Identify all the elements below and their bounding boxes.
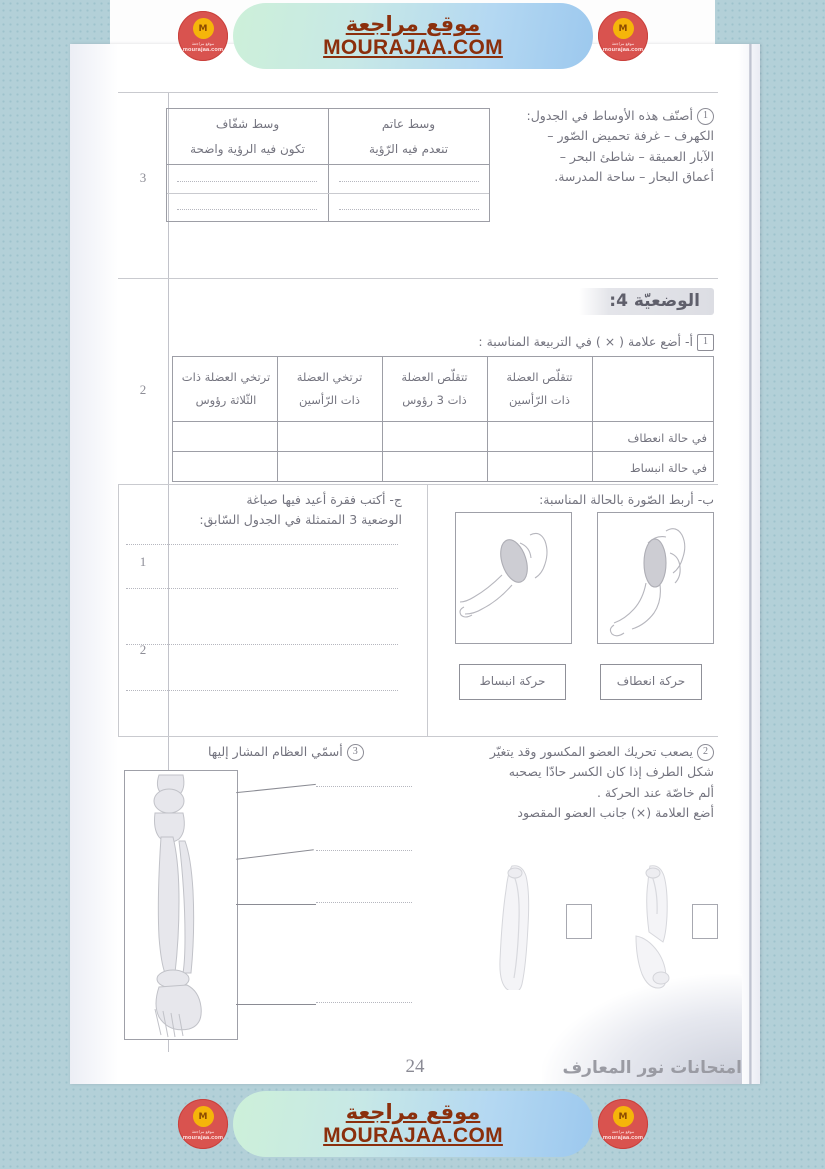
muscle-sketch-flexed-icon [598,513,713,643]
question-2b-prompt: ب- أربط الصّورة بالحالة المناسبة: [539,492,714,507]
question-1-items-line-3: أعماق البحار – ساحة المدرسة. [554,168,714,184]
question-1-number: 1 [697,108,714,125]
watermark-arabic-bottom: موقع مراجعة [345,1100,481,1125]
leg-label-line-4[interactable] [316,1002,412,1003]
tag-flexion-movement[interactable] [600,664,702,700]
watermark-banner-bottom [178,1091,648,1157]
watermark-logo-right-top[interactable] [598,11,648,61]
question-3-line-1: يصعب تحريك العضو المكسور وقد يتغيّر [489,744,693,759]
watermark-text-bottom [323,1101,503,1146]
bone-image-intact[interactable] [494,864,538,990]
question-1-prompt: أصنّف هذه الأوساط في الجدول: [526,108,693,123]
score-block-1: 3 [139,170,147,185]
question-2c-prompt [124,490,402,531]
muscle-header-biceps-relax-l2: ذات الرّأسين [299,393,360,407]
section-divider-3 [118,736,718,737]
muscle-row-label-extension: في حالة انبساط [630,460,707,475]
question-3-line-4: أضع العلامة (×) جانب العضو المقصود [517,804,714,820]
watermark-logo-caption-en-lt: mourajaa.com [182,46,224,53]
question-3-line-2: شكل الطرف إذا كان الكسر حادّا يصحبه [508,764,714,780]
environments-table-row-rule [167,193,489,194]
leg-pointer-1 [236,784,316,793]
muscle-table-header-rule [173,421,713,422]
question-3-block [424,742,714,823]
watermark-logo-caption-ar-lb: موقع مراجعة [191,1129,215,1135]
watermark-logo-left-bottom[interactable] [178,1099,228,1149]
question-4-prompt-row [208,742,418,762]
watermark-logo-right-bottom[interactable] [598,1099,648,1149]
bone-intact-icon [494,864,538,990]
section-divider-1 [118,278,718,279]
block3-column-split [427,484,428,736]
bone-image-fractured[interactable] [628,864,676,990]
watermark-logo-caption-left-top [183,41,223,53]
muscle-image-left[interactable] [455,512,572,644]
watermark-logo-caption-ar-lt: موقع مراجعة [191,41,215,47]
question-1-items-line-2: الآبار العميقة – شاطئ البحر – [559,148,714,164]
environments-answer-line-l2[interactable] [177,209,317,210]
muscle-sketch-extended-icon [456,513,571,643]
checkbox-fractured-bone[interactable] [692,904,718,939]
watermark-arabic-top: موقع مراجعة [345,12,481,37]
environments-col-dark-title: وسط عاتم [381,117,436,132]
watermark-logo-caption-ar-rt: موقع مراجعة [611,41,635,47]
environments-col-clear-title: وسط شفّاف [215,117,280,132]
leg-skeleton-icon [125,771,237,1039]
environments-table [166,108,490,222]
leg-pointer-3 [236,904,316,905]
answer-line-2[interactable] [126,588,398,589]
muscle-header-triceps-relax [176,362,276,416]
watermark-domain-bottom: MOURAJAA.COM [323,1123,503,1147]
tag-extension-movement[interactable] [459,664,566,700]
leg-label-line-3[interactable] [316,902,412,903]
watermark-domain-top: MOURAJAA.COM [323,35,503,59]
tag-flexion-movement-label: حركة انعطاف [616,674,686,689]
section-divider-0 [118,92,718,93]
muscle-header-biceps-contract-l2: ذات الرّأسين [509,393,570,407]
watermark-logo-caption-en-rb: mourajaa.com [602,1134,644,1141]
leg-label-line-2[interactable] [316,850,412,851]
watermark-logo-caption-en-rt: mourajaa.com [602,46,644,53]
score-block-3b: 1 [139,554,147,569]
watermark-logo-glyph-left-top: M [193,18,214,39]
page-footer-text: امتحانات نور المعارف [562,1058,742,1078]
watermark-logo-caption-right-bottom [603,1129,643,1141]
question-2a-number: 1 [697,334,714,351]
exam-content [118,92,718,1052]
environments-col-clear-sub: تكون فيه الرؤية واضحة [190,141,305,156]
leg-skeleton-image[interactable] [124,770,238,1040]
question-3-line-3: ألم خاصّة عند الحركة . [596,784,714,800]
watermark-logo-glyph-right-top: M [613,18,634,39]
environments-answer-line-r2[interactable] [339,209,479,210]
section-divider-2 [118,484,718,485]
question-2c-prompt-line-2: الوضعية 3 المتمثلة في الجدول السّابق: [199,512,402,528]
checkbox-intact-bone[interactable] [566,904,592,939]
scanned-exam-sheet [70,44,760,1084]
muscle-header-biceps-relax [278,362,381,416]
environments-col-clear-header [167,113,328,161]
question-3-prompt-row [424,742,714,762]
muscle-state-table [172,356,714,482]
answer-line-4[interactable] [126,690,398,691]
question-2a-prompt: أ- أضع علامة ( × ) في التربيعة المناسبة : [478,334,693,349]
question-2c-prompt-line-1: ج- أكتب فقرة أعيد فيها صياغة [246,492,402,507]
watermark-text-top [323,13,503,58]
question-1-block [502,106,714,187]
muscle-header-biceps-relax-l1: ترتخي العضلة [296,370,363,385]
score-block-3c: 2 [139,642,147,657]
page-number: 24 [405,1056,425,1077]
muscle-header-triceps-relax-l1: ترتخي العضلة ذات [181,370,271,385]
watermark-logo-glyph-left-bottom: M [193,1106,214,1127]
question-4-number: 3 [347,744,364,761]
answer-line-1[interactable] [126,544,398,545]
question-1-items-line-1: الكهرف – غرفة تحميض الصّور – [547,128,714,144]
environments-col-dark-sub: تنعدم فيه الرّؤية [368,141,449,156]
sheet-binding-edge [749,44,752,1084]
sheet-left-shadow [70,44,118,1084]
question-1-prompt-row [502,106,714,126]
tag-extension-movement-label: حركة انبساط [479,674,546,689]
muscle-image-right[interactable] [597,512,714,644]
muscle-header-biceps-contract-l1: تتقلّص العضلة [506,370,573,385]
score-block-2: 2 [139,382,147,397]
environments-col-dark-header [328,113,489,161]
question-2a-prompt-row [384,332,714,352]
watermark-logo-caption-left-bottom [183,1129,223,1141]
question-3-number: 2 [697,744,714,761]
environments-answer-line-l1[interactable] [177,181,317,182]
muscle-row-label-flexion: في حالة انعطاف [627,430,707,445]
watermark-logo-caption-ar-rb: موقع مراجعة [611,1129,635,1135]
leg-pointer-4 [236,1004,316,1005]
muscle-header-triceps-contract-l2: ذات 3 رؤوس [402,393,467,407]
muscle-header-biceps-contract [488,362,591,416]
answer-line-3[interactable] [126,644,398,645]
question-4-prompt: أسمّي العظام المشار إليها [208,744,343,759]
muscle-header-triceps-contract [383,362,486,416]
leg-label-line-1[interactable] [316,786,412,787]
situation-heading: الوضعيّة 4: [579,288,714,315]
environments-answer-line-r1[interactable] [339,181,479,182]
watermark-logo-caption-right-top [603,41,643,53]
watermark-logo-glyph-right-bottom: M [613,1106,634,1127]
muscle-header-triceps-relax-l2: الثّلاثة رؤوس [195,393,257,407]
environments-table-header-rule [167,164,489,165]
watermark-logo-caption-en-lb: mourajaa.com [182,1134,224,1141]
leg-pointer-2 [236,849,314,859]
watermark-logo-left-top[interactable] [178,11,228,61]
bone-fractured-icon [628,864,676,990]
watermark-banner-top [178,3,648,69]
muscle-header-triceps-contract-l1: تتقلّص العضلة [401,370,468,385]
block3-left-edge [118,484,119,736]
muscle-table-vline-1 [592,357,593,481]
